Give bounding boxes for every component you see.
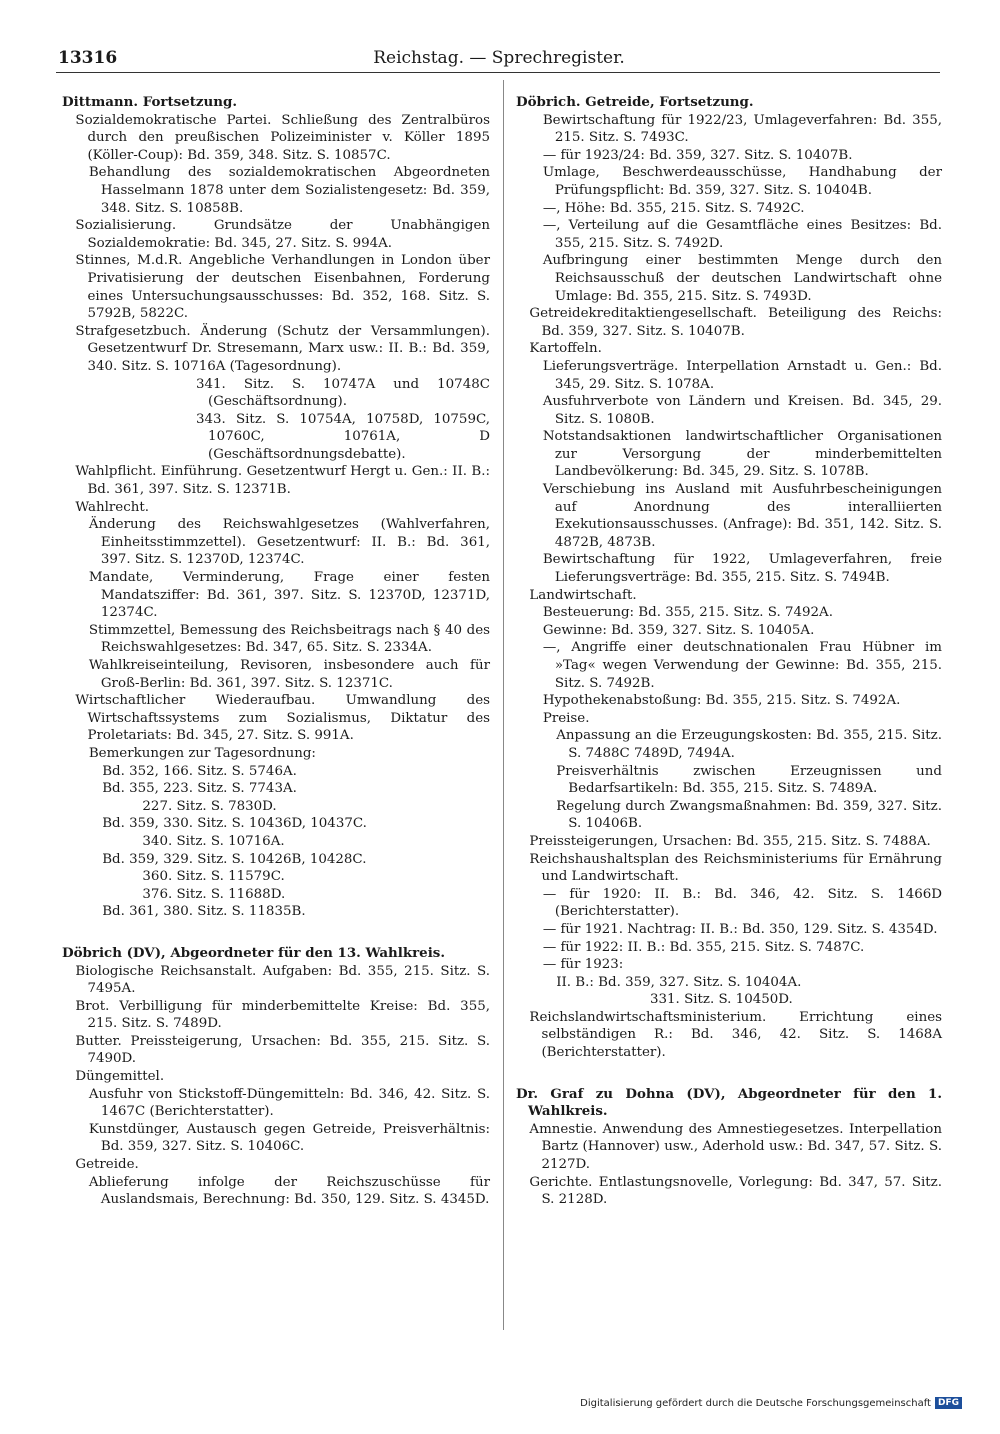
dfg-logo: DFG <box>935 1397 962 1409</box>
register-entry: Wirtschaftlicher Wiederaufbau. Umwandlung des Wirtschaftssystems zum Sozialismus, Diktatur des Proletariats: Bd. 345, 27. Sitz. S. 991A. <box>75 693 490 744</box>
left-column <box>62 92 490 1209</box>
register-entry: —, Höhe: Bd. 355, 215. Sitz. S. 7492C. <box>542 200 805 216</box>
register-entry: Reichshaushaltsplan des Reichsministeriums für Ernährung und Landwirtschaft. <box>529 851 942 885</box>
speaker-heading: Döbrich (DV), Abgeordneter für den 13. Wahlkreis. <box>62 944 445 961</box>
register-entry: 331. Sitz. S. 10450D. <box>650 992 793 1008</box>
register-entry: II. B.: Bd. 359, 327. Sitz. S. 10404A. <box>556 974 802 990</box>
register-entry: Ablieferung infolge der Reichszuschüsse für Auslandsmais, Berechnung: Bd. 350, 129. Sitz. S. 4345D. <box>88 1174 490 1208</box>
register-entry: Sozialisierung. Grundsätze der Unabhängigen Sozialdemokratie: Bd. 345, 27. Sitz. S. 994A. <box>75 218 490 251</box>
register-entry: Amnestie. Anwendung des Amnestiegesetzes. Interpellation Bartz (Hannover) usw., Aderhold usw.: Bd. 347, 57. Sitz. S. 2127D. <box>529 1121 942 1173</box>
register-entry: Kartoffeln. <box>529 341 602 357</box>
register-entry: Lieferungsverträge. Interpellation Arnstadt u. Gen.: Bd. 345, 29. Sitz. S. 1078A. <box>542 358 942 392</box>
register-entry: Bemerkungen zur Tagesordnung: <box>88 745 316 761</box>
register-entry: Besteuerung: Bd. 355, 215. Sitz. S. 7492A. <box>542 605 833 621</box>
header-rule <box>56 72 940 73</box>
register-entry: 227. Sitz. S. 7830D. <box>142 798 277 814</box>
register-entry: Sozialdemokratische Partei. Schließung des Zentralbüros durch den preußischen Polizeiminister v. Köller 1895 (Köller-Coup): Bd. 359, 348. Sitz. S. 10857C. <box>75 112 490 163</box>
register-entry: Bd. 352, 166. Sitz. S. 5746A. <box>102 763 297 779</box>
right-column <box>516 92 942 1209</box>
register-entry: Ausfuhrverbote von Ländern und Kreisen. Bd. 345, 29. Sitz. S. 1080B. <box>542 394 942 427</box>
speaker-heading: Dittmann. Fortsetzung. <box>62 94 237 110</box>
register-entry: Preise. <box>542 710 590 726</box>
register-entry: Änderung des Reichswahlgesetzes (Wahlverfahren, Einheitsstimmzettel). Gesetzentwurf: II. B.: Bd. 361, 397. Sitz. S. 12370D, 12374C. <box>88 517 490 568</box>
footer <box>580 1397 962 1409</box>
register-entry: Butter. Preissteigerung, Ursachen: Bd. 355, 215. Sitz. S. 7490D. <box>75 1033 490 1067</box>
register-entry: — für 1922: II. B.: Bd. 355, 215. Sitz. S. 7487C. <box>542 939 865 955</box>
register-entry: Bd. 359, 330. Sitz. S. 10436D, 10437C. <box>102 816 367 832</box>
register-entry: Aufbringung einer bestimmten Menge durch den Reichsausschuß der deutschen Landwirtschaft ohne Umlage: Bd. 355, 215. Sitz. S. 7493D. <box>542 253 942 304</box>
register-entry: 343. Sitz. S. 10754A, 10758D, 10759C, 10760C, 10761A, D (Geschäftsordnungsdebatte). <box>196 411 490 462</box>
entry-gap <box>516 1062 942 1084</box>
register-entry: —, Verteilung auf die Gesamtfläche eines Besitzes: Bd. 355, 215. Sitz. S. 7492D. <box>542 218 942 251</box>
register-entry: Stinnes, M.d.R. Angebliche Verhandlungen in London über Privatisierung der deutschen Eisenbahnen, Forderung eines Untersuchungsausschusses: Bd. 352, 168. Sitz. S. 5792B, 5822C. <box>75 253 490 322</box>
register-entry: — für 1920: II. B.: Bd. 346, 42. Sitz. S. 1466D (Berichterstatter). <box>542 886 942 920</box>
register-entry: Brot. Verbilligung für minderbemittelte Kreise: Bd. 355, 215. Sitz. S. 7489D. <box>75 998 490 1032</box>
register-entry: —, Angriffe einer deutschnationalen Frau Hübner im »Tag« wegen Verwendung der Gewinne: Bd. 355, 215. Sitz. S. 7492B. <box>542 640 942 691</box>
register-entry: Wahlkreiseinteilung, Revisoren, insbesondere auch für Groß-Berlin: Bd. 361, 397. Sitz. S. 12371C. <box>88 658 490 691</box>
register-entry: 360. Sitz. S. 11579C. <box>142 869 285 885</box>
register-entry: — für 1923/24: Bd. 359, 327. Sitz. S. 10407B. <box>542 147 853 163</box>
register-entry: 376. Sitz. S. 11688D. <box>142 886 286 902</box>
register-entry: Getreide. <box>75 1157 139 1173</box>
column-divider <box>503 80 504 1330</box>
register-entry: Reichslandwirtschaftsministerium. Errichtung eines selbständigen R.: Bd. 346, 42. Sitz. S. 1468A (Berichterstatter). <box>529 1009 942 1061</box>
register-entry: Biologische Reichsanstalt. Aufgaben: Bd. 355, 215. Sitz. S. 7495A. <box>75 963 490 997</box>
page-header <box>58 46 940 72</box>
speaker-heading: Döbrich. Getreide, Fortsetzung. <box>516 94 754 110</box>
register-entry: Verschiebung ins Ausland mit Ausfuhrbescheinigungen auf Anordnung des interalliierten Exekutionsausschusses. (Anfrage): Bd. 351, 142. Sitz. S. 4872B, 4873B. <box>542 482 942 550</box>
page-title: Reichstag. — Sprechregister. <box>373 48 625 68</box>
register-entry: 340. Sitz. S. 10716A. <box>142 833 285 849</box>
register-entry: 341. Sitz. S. 10747A und 10748C (Geschäftsordnung). <box>196 376 490 410</box>
register-entry: Ausfuhr von Stickstoff-Düngemitteln: Bd. 346, 42. Sitz. S. 1467C (Berichterstatter). <box>88 1086 490 1120</box>
register-entry: Düngemittel. <box>75 1069 165 1085</box>
register-entry: Preisverhältnis zwischen Erzeugnissen und Bedarfsartikeln: Bd. 355, 215. Sitz. S. 7489A. <box>556 763 942 797</box>
register-entry: Preissteigerungen, Ursachen: Bd. 355, 215. Sitz. S. 7488A. <box>529 833 931 849</box>
register-entry: Mandate, Verminderung, Frage einer festen Mandatsziffer: Bd. 361, 397. Sitz. S. 12370D, 12371D, 12374C. <box>88 570 490 621</box>
register-entry: — für 1921. Nachtrag: II. B.: Bd. 350, 129. Sitz. S. 4354D. <box>542 921 938 937</box>
register-entry: Strafgesetzbuch. Änderung (Schutz der Versammlungen). Gesetzentwurf Dr. Stresemann, Marx usw.: II. B.: Bd. 359, 340. Sitz. S. 10716A (Tagesordnung). <box>75 323 490 374</box>
register-entry: Regelung durch Zwangsmaßnahmen: Bd. 359, 327. Sitz. S. 10406B. <box>556 798 942 832</box>
register-entry: Umlage, Beschwerdeausschüsse, Handhabung der Prüfungspflicht: Bd. 359, 327. Sitz. S. 10404B. <box>542 165 942 198</box>
register-entry: Landwirtschaft. <box>529 587 637 603</box>
register-entry: Gerichte. Entlastungsnovelle, Vorlegung: Bd. 347, 57. Sitz. S. 2128D. <box>529 1174 942 1208</box>
register-entry: Wahlpflicht. Einführung. Gesetzentwurf Hergt u. Gen.: II. B.: Bd. 361, 397. Sitz. S. 12371B. <box>75 464 490 498</box>
register-entry: Anpassung an die Erzeugungskosten: Bd. 355, 215. Sitz. S. 7488C 7489D, 7494A. <box>556 728 942 761</box>
page-number: 13316 <box>58 48 118 68</box>
register-entry: Bd. 355, 223. Sitz. S. 7743A. <box>102 781 297 797</box>
register-entry: Bd. 359, 329. Sitz. S. 10426B, 10428C. <box>102 851 367 867</box>
footer-text: Digitalisierung gefördert durch die Deutsche Forschungsgemeinschaft <box>580 1397 931 1409</box>
register-entry: Wahlrecht. <box>75 499 149 515</box>
register-entry: Hypothekenabstoßung: Bd. 355, 215. Sitz. S. 7492A. <box>542 693 901 709</box>
register-entry: Kunstdünger, Austausch gegen Getreide, Preisverhältnis: Bd. 359, 327. Sitz. S. 10406C. <box>88 1121 490 1155</box>
register-entry: Notstandsaktionen landwirtschaftlicher Organisationen zur Versorgung der minderbemittelten Landbevölkerung: Bd. 345, 29. Sitz. S. 1078B. <box>542 429 942 480</box>
register-entry: Gewinne: Bd. 359, 327. Sitz. S. 10405A. <box>542 622 815 638</box>
register-entry: Bewirtschaftung für 1922, Umlageverfahren, freie Lieferungsverträge: Bd. 355, 215. Sitz. S. 7494B. <box>542 552 942 586</box>
register-entry: — für 1923: <box>542 957 624 973</box>
register-entry: Getreidekreditaktiengesellschaft. Beteiligung des Reichs: Bd. 359, 327. Sitz. S. 10407B. <box>529 306 942 339</box>
register-entry: Behandlung des sozialdemokratischen Abgeordneten Hasselmann 1878 unter dem Sozialistengesetz: Bd. 359, 348. Sitz. S. 10858B. <box>88 165 490 216</box>
register-entry: Bd. 361, 380. Sitz. S. 11835B. <box>102 904 306 920</box>
speaker-heading: Dr. Graf zu Dohna (DV), Abgeordneter für den 1. Wahlkreis. <box>516 1085 942 1120</box>
register-entry: Stimmzettel, Bemessung des Reichsbeitrags nach § 40 des Reichswahlgesetzes: Bd. 347, 65. Sitz. S. 2334A. <box>88 622 490 656</box>
register-entry: Bewirtschaftung für 1922/23, Umlageverfahren: Bd. 355, 215. Sitz. S. 7493C. <box>542 112 942 146</box>
entry-gap <box>62 921 490 943</box>
